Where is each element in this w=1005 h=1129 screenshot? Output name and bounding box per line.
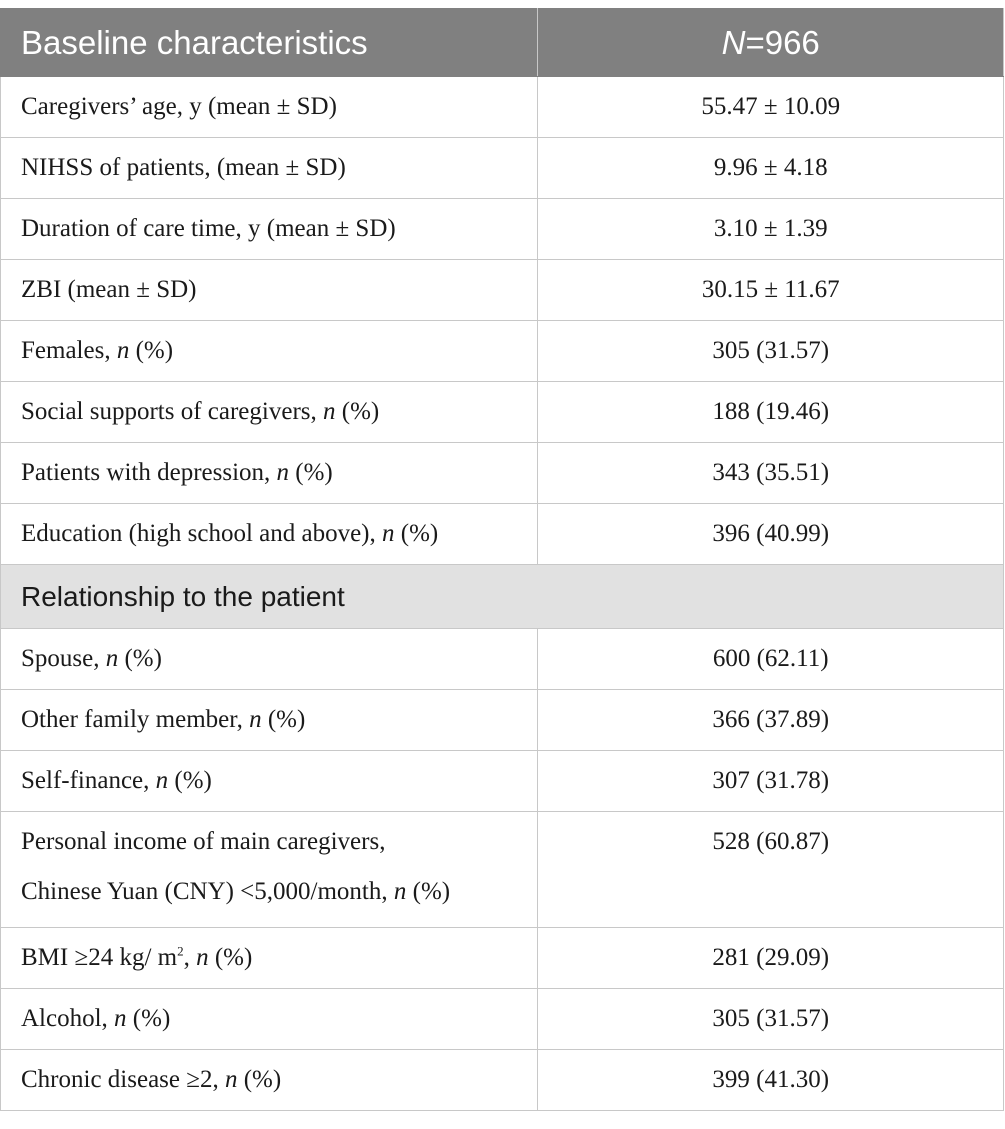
table-row (1, 1050, 1004, 1111)
label-n: n (382, 520, 395, 547)
label-text: Education (high school and above), (21, 520, 383, 547)
label-n: n (276, 459, 290, 486)
row-label: ZBI (mean ± SD) (1, 260, 538, 321)
row-label (1, 989, 538, 1050)
label-n: n (155, 767, 169, 794)
row-label (1, 1050, 538, 1111)
label-text: Other family member, (21, 706, 250, 733)
row-value: 305 (31.57) (538, 989, 1004, 1050)
table-row (1, 77, 1004, 138)
row-value: 9.96 ± 4.18 (538, 138, 1004, 199)
row-value: 307 (31.78) (538, 751, 1004, 812)
label-n: n (105, 645, 119, 672)
row-label (1, 812, 538, 928)
row-label (1, 321, 538, 382)
row-label: NIHSS of patients, (mean ± SD) (1, 138, 538, 199)
table-header-row (1, 9, 1004, 77)
row-label (1, 751, 538, 812)
row-value: 188 (19.46) (538, 382, 1004, 443)
label-n: n (323, 398, 336, 425)
label-n: n (224, 1066, 238, 1093)
label-percent: (%) (394, 520, 439, 547)
row-value: 281 (29.09) (538, 928, 1004, 989)
label-n: n (114, 1005, 127, 1032)
label-percent: (%) (208, 944, 253, 971)
row-value: 30.15 ± 11.67 (538, 260, 1004, 321)
table-row (1, 690, 1004, 751)
label-percent: (%) (168, 767, 212, 794)
label-percent: (%) (406, 878, 451, 905)
label-percent: (%) (261, 706, 306, 733)
table-row (1, 260, 1004, 321)
row-label (1, 690, 538, 751)
label-text: Alcohol, (21, 1005, 115, 1032)
label-n: n (393, 878, 407, 905)
label-text: Females, (21, 337, 117, 364)
label-text: , (183, 944, 197, 971)
header-n-total (538, 9, 1004, 77)
table-row-bmi (1, 928, 1004, 989)
row-value: 305 (31.57) (538, 321, 1004, 382)
row-value: 396 (40.99) (538, 504, 1004, 565)
label-percent: (%) (335, 398, 380, 425)
table-row (1, 199, 1004, 260)
table-row (1, 629, 1004, 690)
table-row (1, 443, 1004, 504)
label-percent: (%) (289, 459, 333, 486)
row-label: Caregivers’ age, y (mean ± SD) (1, 77, 538, 138)
label-text: Personal income of main caregivers, (21, 828, 386, 855)
label-text: BMI ≥24 kg/ m (21, 944, 178, 971)
label-n: n (249, 706, 262, 733)
label-n: n (116, 337, 130, 364)
row-value: 600 (62.11) (538, 629, 1004, 690)
header-characteristics: Baseline characteristics (1, 9, 538, 77)
row-label (1, 928, 538, 989)
label-percent: (%) (129, 337, 174, 364)
row-label (1, 629, 538, 690)
row-value: 55.47 ± 10.09 (538, 77, 1004, 138)
header-n-value: =966 (745, 23, 820, 61)
row-label (1, 443, 538, 504)
label-text: Chronic disease ≥2, (21, 1066, 225, 1093)
label-text: Social supports of caregivers, (21, 398, 324, 425)
label-superscript: 2 (177, 943, 184, 959)
row-label: Duration of care time, y (mean ± SD) (1, 199, 538, 260)
table-row-income (1, 812, 1004, 928)
header-n-symbol: N (721, 23, 746, 61)
table-row (1, 504, 1004, 565)
table-row (1, 382, 1004, 443)
baseline-characteristics-table (0, 8, 1004, 1111)
label-percent: (%) (118, 645, 162, 672)
row-value: 366 (37.89) (538, 690, 1004, 751)
label-percent: (%) (237, 1066, 282, 1093)
row-label (1, 504, 538, 565)
table-row (1, 321, 1004, 382)
row-value: 343 (35.51) (538, 443, 1004, 504)
row-label (1, 382, 538, 443)
table-row (1, 751, 1004, 812)
table-row (1, 989, 1004, 1050)
label-text: Chinese Yuan (CNY) <5,000/month, (21, 878, 394, 905)
table-row (1, 138, 1004, 199)
label-text: Self-finance, (21, 767, 156, 794)
section-row-relationship (1, 565, 1004, 629)
label-text: Patients with depression, (21, 459, 277, 486)
label-n: n (196, 944, 209, 971)
label-text: Spouse, (21, 645, 106, 672)
row-value: 3.10 ± 1.39 (538, 199, 1004, 260)
section-title: Relationship to the patient (1, 565, 1004, 629)
row-value: 528 (60.87) (538, 812, 1004, 928)
row-value: 399 (41.30) (538, 1050, 1004, 1111)
label-percent: (%) (126, 1005, 171, 1032)
